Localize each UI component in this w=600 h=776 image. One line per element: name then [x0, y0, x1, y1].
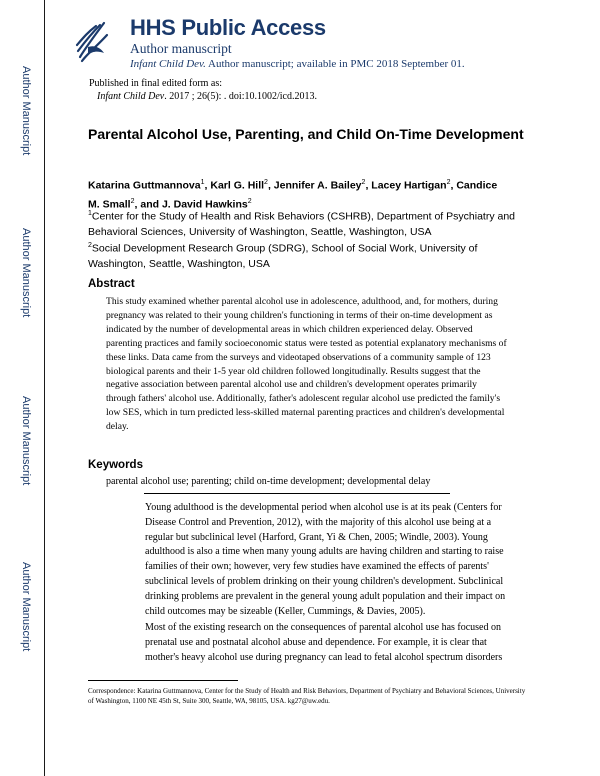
author-name: Katarina Guttmannova [88, 179, 201, 192]
author-separator: , and [134, 198, 162, 210]
author-separator: , [365, 179, 372, 192]
side-label-author-manuscript: Author Manuscript [20, 228, 32, 318]
abstract-heading: Abstract [88, 278, 135, 290]
availability-text: Author manuscript; available in PMC 2018 September 01. [205, 58, 465, 70]
keywords-heading: Keywords [88, 459, 143, 471]
author-affiliation-mark: 2 [247, 197, 252, 205]
affiliation-text: Center for the Study of Health and Risk Behaviors (CSHRB), Department of Psychiatry and Behavioral Sciences, University of Washington, Seattle, Washington, USA [88, 210, 516, 238]
side-label-author-manuscript: Author Manuscript [20, 66, 32, 156]
author-affiliation-mark: 2 [446, 179, 451, 186]
footnote-rule [88, 680, 238, 681]
author-separator: , [267, 179, 274, 192]
affiliation-text: Social Development Research Group (SDRG), School of Social Work, University of Washington, Seattle, Washington, USA [88, 242, 478, 270]
section-divider [144, 493, 450, 494]
keywords-list: parental alcohol use; parenting; child on-time development; developmental delay [106, 476, 431, 487]
citation-details: . 2017 ; 26(5): . doi:10.1002/icd.2013. [164, 91, 317, 102]
author-affiliation-mark: 1 [200, 179, 205, 186]
body-paragraph: Most of the existing research on the consequences of parental alcohol use has focused on prenatal use and postnatal alcohol abuse and dependence. For example, it is clear that mother's heavy alcohol use during pregnancy can lead to fetal alcohol spectrum disorders [145, 622, 503, 663]
banner-title: HHS Public Access [130, 15, 326, 40]
affiliation-number: 1 [88, 210, 92, 217]
author-name: Karl G. Hill [210, 179, 265, 192]
hhs-eagle-logo-icon [74, 17, 110, 63]
affiliation [88, 206, 528, 240]
affiliation [88, 238, 528, 272]
author-name: J. David Hawkins [161, 198, 248, 210]
author-name: Candice M. Small [88, 179, 498, 210]
author-separator: , [204, 179, 211, 192]
availability-line [130, 58, 465, 70]
author-name: Jennifer A. Bailey [273, 179, 362, 192]
sidebar-rule [44, 0, 45, 776]
journal-name: Infant Child Dev. [130, 58, 206, 70]
author-affiliation-mark: 2 [130, 197, 135, 205]
citation-journal: Infant Child Dev [97, 91, 165, 102]
side-label-author-manuscript: Author Manuscript [20, 396, 32, 486]
citation [97, 91, 317, 102]
author-affiliation-mark: 2 [264, 179, 268, 186]
published-line: Published in final edited form as: [89, 78, 223, 89]
author-name: Lacey Hartigan [371, 179, 447, 192]
author-manuscript-label: Author manuscript [130, 41, 232, 56]
correspondence-footnote: Correspondence: Katarina Guttmannova, Center for the Study of Health and Risk Behaviors, Department of Psychiatry and Behavioral Sciences, University of Washington, 1100 NE 45th St, Suite 300, Seattle, WA, 98105, USA. kg27@uw.edu. [88, 687, 526, 705]
affiliation-number: 2 [88, 242, 92, 249]
side-label-author-manuscript: Author Manuscript [20, 562, 32, 652]
body-paragraph: Young adulthood is the developmental period when alcohol use is at its peak (Centers for Disease Control and Prevention, 2012), with the majority of this alcohol use being at a regular but subclinical level (Harford, Grant, Yi & Chen, 2005; Windle, 2003). Young adulthood is also a time when many young adults are having children and starting to raise families of their own; however, very few studies have examined the effects of parents' subclinical levels of problem drinking on their young children's development. Subclinical drinking problems are prevalent in the general young adult population and their impact on child outcomes may be sizeable (Keller, Cummings, & Davies, 2005). [145, 502, 506, 617]
author-affiliation-mark: 2 [361, 179, 366, 186]
article-title: Parental Alcohol Use, Parenting, and Child On-Time Development [88, 126, 524, 142]
abstract-text: This study examined whether parental alcohol use in adolescence, adulthood, and, for mothers, during pregnancy was related to their young children's functioning in terms of their on-time development as indicated by the number of developmental areas in which children experienced delay. Observed parenting practices and family socioeconomic status were tested as potential explanatory mechanisms of these links. Data came from the surveys and videotaped observations of a community sample of 123 biological parents and their 1-5 year old children followed longitudinally. Results suggest that the negative association between parental alcohol use and children's development operates primarily through fathers' alcohol use. Additionally, father's adolescent regular alcohol use predicted the family's low SES, which in turn predicted less-skilled maternal parenting practices and children's developmental delay. [106, 296, 507, 433]
author-separator: , [450, 179, 457, 192]
